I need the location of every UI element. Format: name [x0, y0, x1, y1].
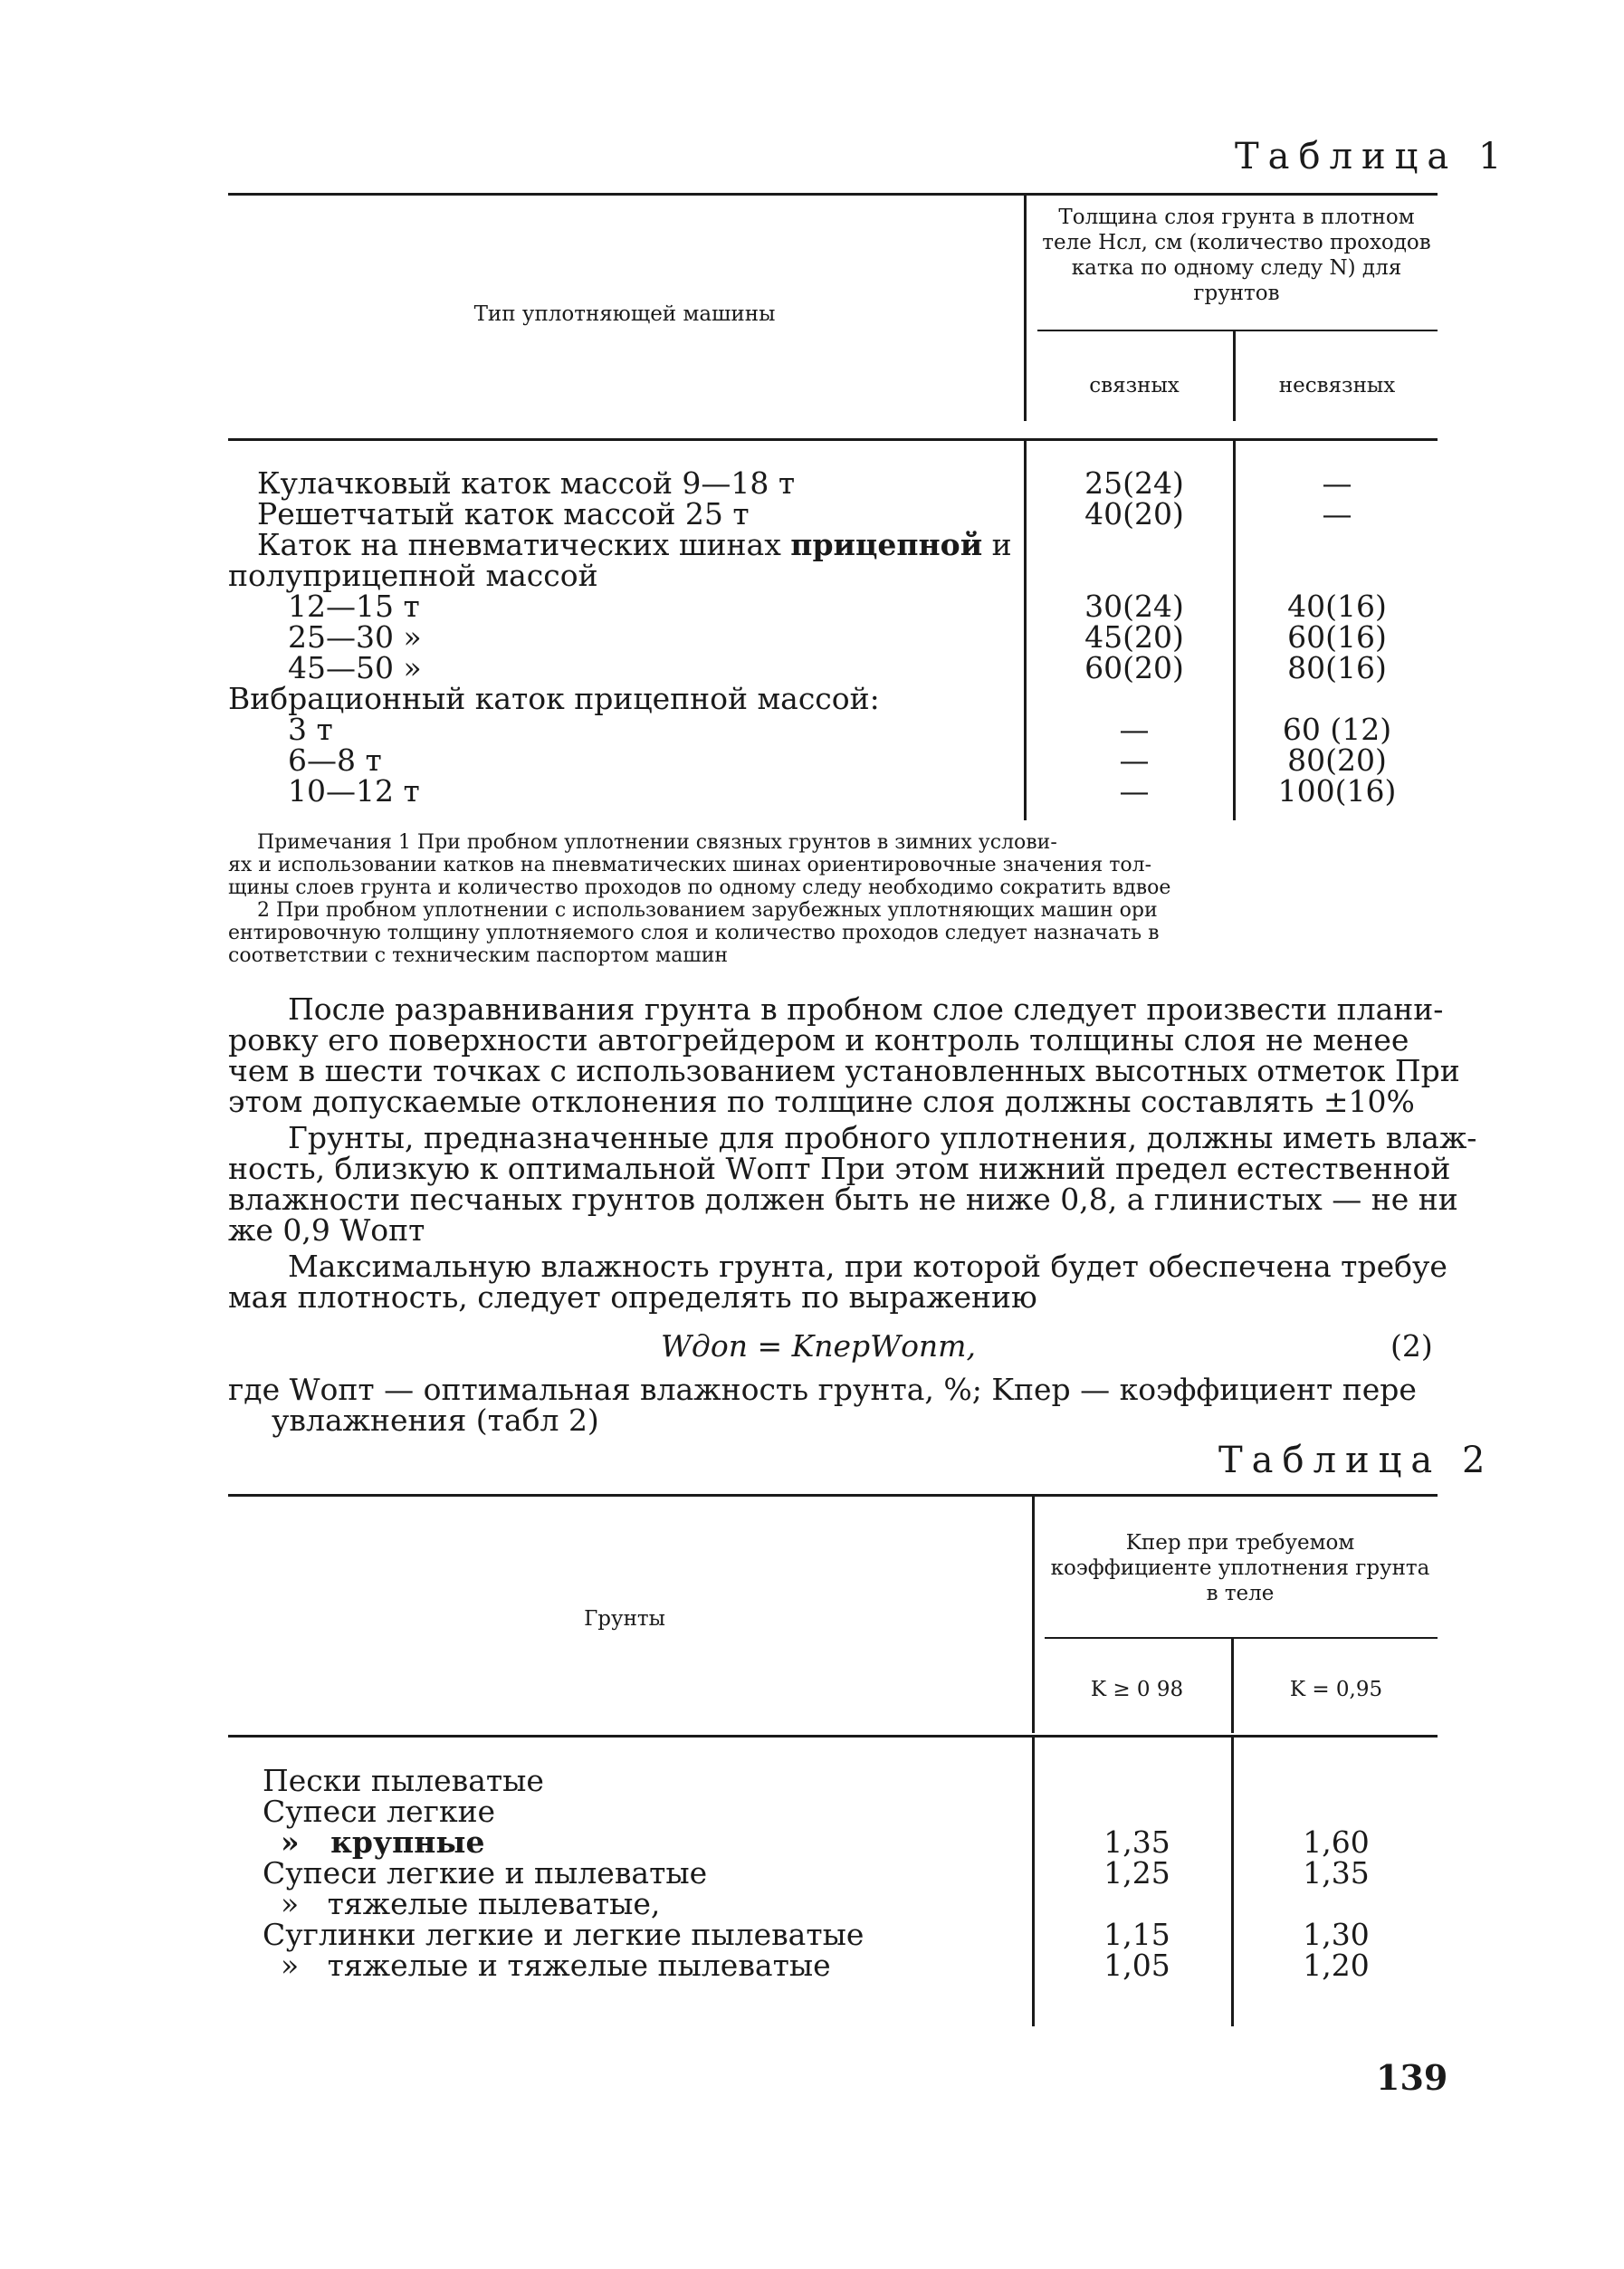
- table2-top-rule: [228, 1494, 1438, 1497]
- table2-row-label: Пески пылеватые: [263, 1763, 544, 1798]
- table1-row-label: 10—12 т: [288, 773, 420, 809]
- paragraph-moisture: Грунты, предназначенные для пробного уплотнения, должны иметь влаж- ность, близкую к оптимальной Wопт При этом нижний предел естественной влажности песчаных грунтов должен быть не ниже 0,8, а глинистых — не ни же 0,9 Wопт: [228, 1120, 1477, 1248]
- table2-header-k098: K ≥ 0 98: [1090, 1678, 1184, 1701]
- formula-where-line: где Wопт — оптимальная влажность грунта, %; Kпер — коэффициент пере: [228, 1372, 1417, 1407]
- table1-cell-noncohesive: 80(16): [1287, 650, 1387, 685]
- table1-cell-cohesive: —: [1119, 773, 1150, 809]
- table1-cell-noncohesive: 60 (12): [1282, 712, 1392, 747]
- table2-header-k095: K = 0,95: [1289, 1678, 1383, 1701]
- formula-expression: Wдоп = KперWопт,: [661, 1328, 976, 1364]
- table2-row-label: » тяжелые и тяжелые пылеватые: [281, 1948, 831, 1983]
- table1-cell-noncohesive: 80(20): [1287, 742, 1387, 778]
- table1-row-label: 3 т: [288, 712, 333, 747]
- table1-cell-cohesive: —: [1119, 742, 1150, 778]
- table1-cell-noncohesive: 40(16): [1287, 589, 1387, 624]
- table1-header-thickness: Толщина слоя грунта в плотном теле Hсл, см (количество проходов катка по одному следу N) для грунтов: [1042, 206, 1431, 305]
- table1-cell-noncohesive: 60(16): [1287, 619, 1387, 655]
- table1-body-divider-left: [1024, 440, 1027, 820]
- table2-row-label: Супеси легкие: [263, 1794, 496, 1829]
- table1-body-divider-right: [1233, 440, 1236, 820]
- table1-cell-cohesive: 40(20): [1084, 496, 1184, 531]
- paragraph-leveling: После разравнивания грунта в пробном слое следует произвести плани- ровку его поверхности автогрейдером и контроль толщины слоя не менее чем в шести точках с использованием установленных высотных отметок При этом допускаемые отклонения по толщине слоя должны составлять ±10%: [228, 991, 1460, 1119]
- table2-row-label: Суглинки легкие и легкие пылеватые: [263, 1917, 865, 1952]
- table2-row-label: Супеси легкие и пылеватые: [263, 1855, 708, 1891]
- table2-row-label: » крупные: [281, 1824, 485, 1860]
- table1-header-divider: [1024, 195, 1027, 421]
- table2-subheader-rule: [1045, 1637, 1438, 1639]
- table1-caption: Таблица 1: [1235, 136, 1511, 177]
- table2-header-soil: Грунты: [584, 1607, 665, 1631]
- table2-header-divider: [1032, 1496, 1035, 1733]
- table1-row-label: Вибрационный каток прицепной массой:: [228, 681, 880, 716]
- table2-row-label: » тяжелые пылеватые,: [281, 1886, 661, 1921]
- table2-cell-k095: 1,35: [1303, 1855, 1370, 1891]
- table2-cell-k095: 1,30: [1303, 1917, 1370, 1952]
- table1-row-label: 12—15 т: [288, 589, 420, 624]
- table1-header-cohesive: связных: [1089, 374, 1180, 397]
- table2-cell-k098: 1,25: [1103, 1855, 1170, 1891]
- table1-note-line: ях и использовании катков на пневматических шинах ориентировочные значения тол-: [228, 854, 1152, 876]
- table2-cell-k095: 1,60: [1303, 1824, 1370, 1860]
- table1-row-label: Кулачковый каток массой 9—18 т: [257, 465, 796, 501]
- table2-cell-k095: 1,20: [1303, 1948, 1370, 1983]
- table2-cell-k098: 1,05: [1103, 1948, 1170, 1983]
- table1-cell-cohesive: 60(20): [1084, 650, 1184, 685]
- table1-header-noncohesive: несвязных: [1278, 374, 1396, 397]
- table1-note-line: Примечания 1 При пробном уплотнении связных грунтов в зимних услови-: [257, 831, 1057, 854]
- table1-cell-cohesive: 25(24): [1084, 465, 1184, 501]
- table2-header-k: Kпер при требуемом коэффициенте уплотнения грунта в теле: [1050, 1531, 1430, 1605]
- table1-top-rule: [228, 193, 1438, 196]
- table2-body-divider-right: [1231, 1737, 1234, 2026]
- table2-cell-k098: 1,35: [1103, 1824, 1170, 1860]
- table1-subheader-divider: [1233, 331, 1236, 421]
- table2-header-bottom-rule: [228, 1735, 1438, 1738]
- table1-subheader-rule: [1037, 330, 1438, 331]
- table1-cell-noncohesive: —: [1322, 465, 1352, 501]
- table1-cell-cohesive: 45(20): [1084, 619, 1184, 655]
- table1-note-line: 2 При пробном уплотнении с использованием зарубежных уплотняющих машин ори: [257, 899, 1158, 922]
- table1-note-line: соответствии с техническим паспортом машин: [228, 944, 729, 967]
- table1-row-label: Решетчатый каток массой 25 т: [257, 496, 750, 531]
- table1-cell-noncohesive: 100(16): [1277, 773, 1397, 809]
- table1-row-label: 25—30 »: [288, 619, 422, 655]
- table1-cell-cohesive: —: [1119, 712, 1150, 747]
- formula-number: (2): [1390, 1328, 1433, 1364]
- paragraph-max-moisture: Максимальную влажность грунта, при которой будет обеспечена требуе мая плотность, следует определять по выражению: [228, 1249, 1447, 1315]
- table1-note-line: щины слоев грунта и количество проходов по одному следу необходимо сократить вдвое: [228, 876, 1171, 899]
- table2-body-divider-left: [1032, 1737, 1035, 2026]
- table1-row-label: 6—8 т: [288, 742, 382, 778]
- table1-row-label: Каток на пневматических шинах прицепной и: [257, 527, 1012, 562]
- table1-cell-cohesive: 30(24): [1084, 589, 1184, 624]
- table1-cell-noncohesive: —: [1322, 496, 1352, 531]
- page-number: 139: [1376, 2057, 1448, 2098]
- table2-subheader-divider: [1231, 1639, 1234, 1733]
- table1-header-machine: Тип уплотняющей машины: [473, 302, 776, 326]
- table2-caption: Таблица 2: [1218, 1440, 1495, 1481]
- table1-note-line: ентировочную толщину уплотняемого слоя и количество проходов следует назначать в: [228, 922, 1160, 944]
- table1-row-label: полуприцепной массой: [228, 558, 598, 593]
- table1-header-bottom-rule: [228, 438, 1438, 441]
- formula-where-line: увлажнения (табл 2): [272, 1403, 599, 1438]
- table1-row-label: 45—50 »: [288, 650, 422, 685]
- table2-cell-k098: 1,15: [1103, 1917, 1170, 1952]
